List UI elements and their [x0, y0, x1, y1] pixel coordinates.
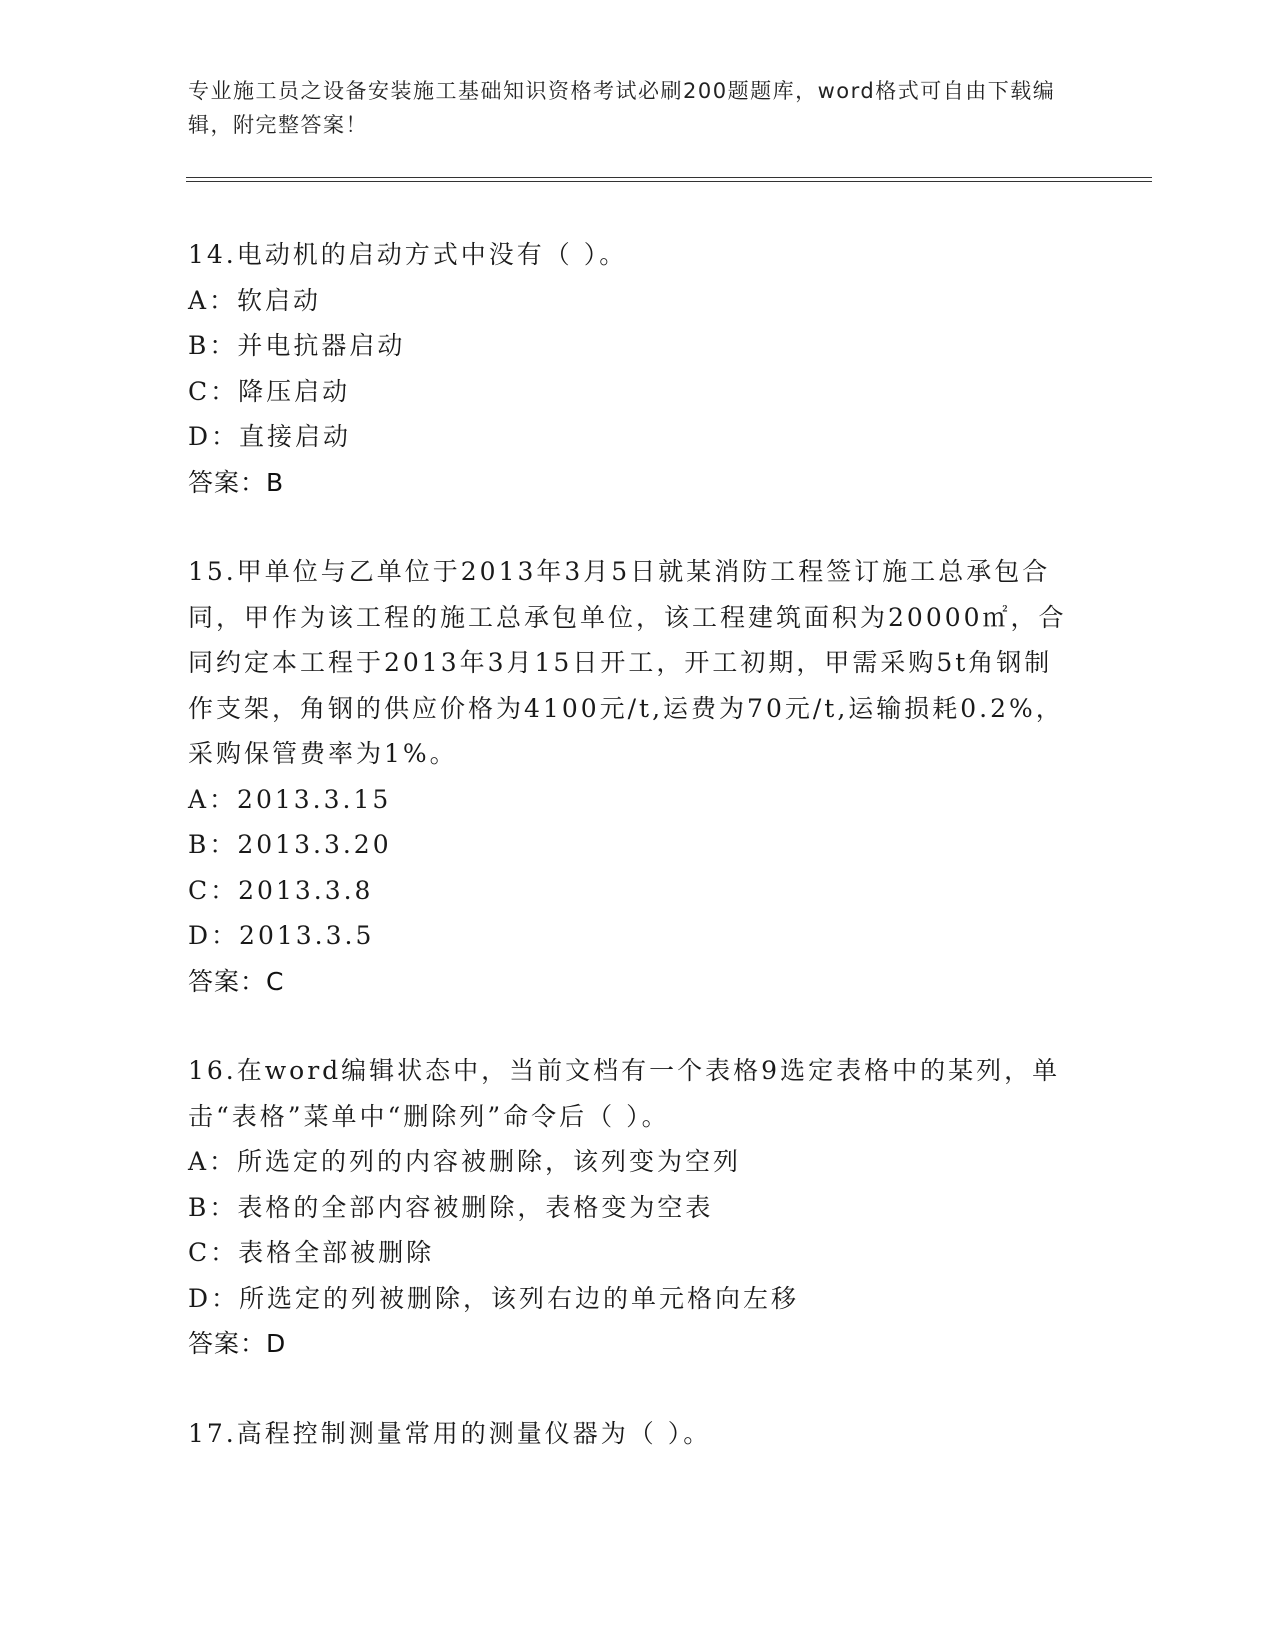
option-c: C：表格全部被删除 [188, 1238, 435, 1267]
question-17 [188, 1411, 1088, 1457]
question-16 [188, 1048, 1088, 1367]
option-b: B：表格的全部内容被删除，表格变为空表 [188, 1192, 714, 1222]
header-rule-bottom [186, 181, 1152, 182]
question-text: 14.电动机的启动方式中没有（ ）。 [188, 240, 628, 269]
question-text: 16.在word编辑状态中，当前文档有一个表格9选定表格中的某列，单击“表格”菜单中“删除列”命令后（ ）。 [188, 1056, 1061, 1131]
question-14 [188, 232, 1088, 505]
option-d: D：所选定的列被删除，该列右边的单元格向左移 [188, 1283, 800, 1313]
option-a: A：2013.3.15 [188, 784, 392, 814]
header-rule-top [186, 177, 1152, 178]
document-header: 专业施工员之设备安装施工基础知识资格考试必刷200题题库，word格式可自由下载编辑，附完整答案！ [188, 79, 1056, 137]
answer-label: 答案：C [188, 966, 285, 996]
question-list [188, 232, 1088, 1500]
option-b: B：2013.3.20 [188, 830, 392, 859]
answer-label: 答案：D [188, 1329, 287, 1358]
question-15 [188, 549, 1088, 1004]
option-c: C：降压启动 [188, 376, 351, 406]
question-text: 17.高程控制测量常用的测量仪器为（ ）。 [188, 1418, 712, 1448]
question-text: 15.甲单位与乙单位于2013年3月5日就某消防工程签订施工总承包合同，甲作为该工程的施工总承包单位，该工程建筑面积为20000㎡，合同约定本工程于2013年3月15日开工，开工初期，甲需采购5t角钢制作支架，角钢的供应价格为4100元/t,运费为70元/t,运输损耗0.2%，采购保管费率为1%。 [188, 557, 1067, 768]
option-a: A：所选定的列的内容被删除，该列变为空列 [188, 1147, 742, 1176]
answer-label: 答案：B [188, 467, 285, 497]
option-d: D：直接启动 [188, 422, 352, 451]
option-c: C：2013.3.8 [188, 875, 374, 905]
option-a: A：软启动 [188, 285, 322, 315]
option-d: D：2013.3.5 [188, 921, 375, 950]
option-b: B：并电抗器启动 [188, 331, 406, 360]
